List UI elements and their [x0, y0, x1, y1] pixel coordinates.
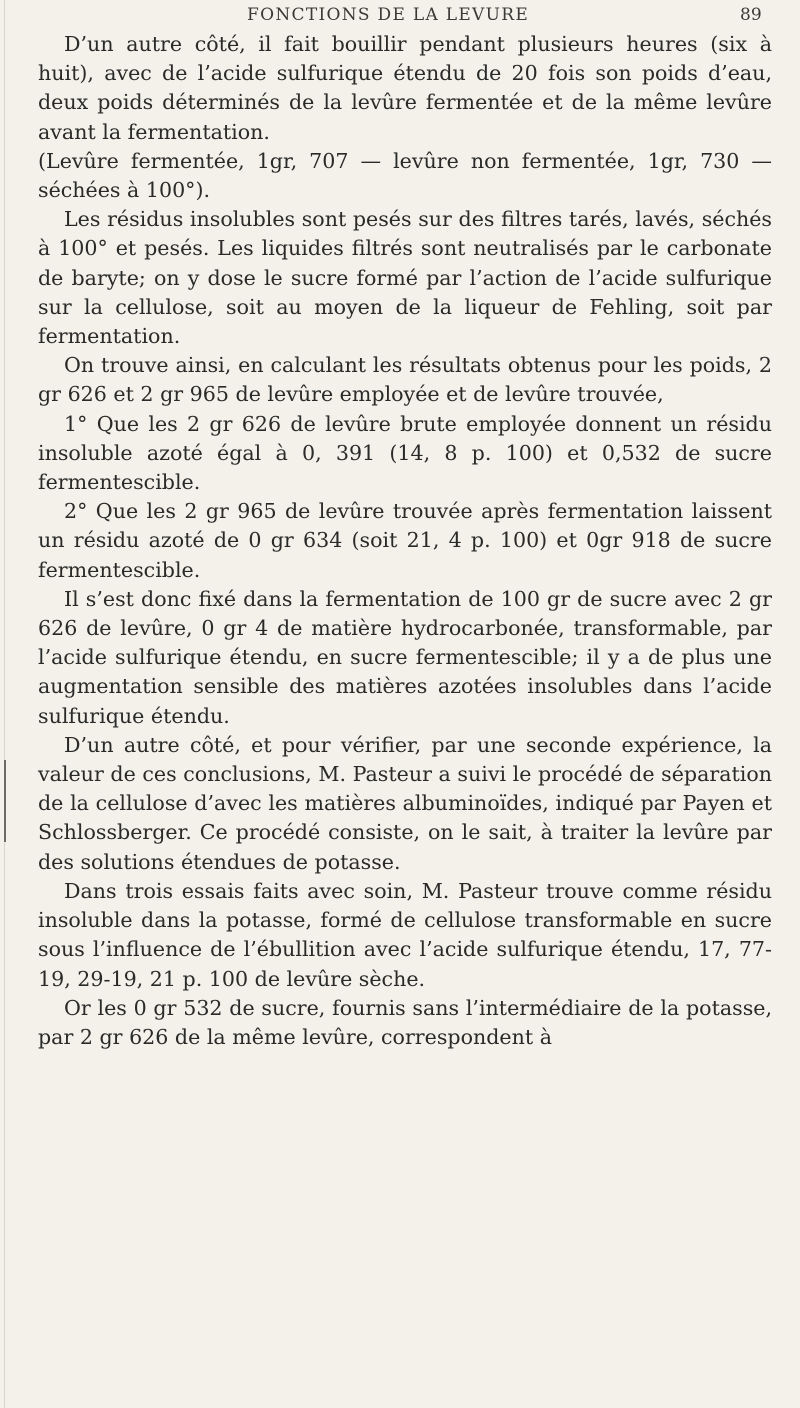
- paragraph: Or les 0 gr 532 de sucre, fournis sans l’intermédiaire de la potasse, par 2 gr 626 de la même levûre, correspondent à: [38, 995, 772, 1049]
- paragraph: 1° Que les 2 gr 626 de levûre brute employée donnent un résidu insoluble azoté égal à 0, 391 (14, 8 p. 100) et 0,532 de sucre fermentescible.: [38, 411, 772, 495]
- paragraph: Dans trois essais faits avec soin, M. Pasteur trouve comme résidu insoluble dans la potasse, formé de cellulose transformable en sucre sous l’influence de l’ébullition avec l’acide sulfurique étendu, 17, 77-19, 29-19, 21 p. 100 de levûre sèche.: [38, 878, 772, 991]
- page-edge: [4, 0, 5, 1408]
- paragraph: 2° Que les 2 gr 965 de levûre trouvée après fermentation laissent un résidu azoté de 0 gr 634 (soit 21, 4 p. 100) et 0gr 918 de sucre fermentescible.: [38, 499, 772, 582]
- paragraph: Il s’est donc fixé dans la fermentation de 100 gr de sucre avec 2 gr 626 de levûre, 0 gr 4 de matière hydrocarbonée, transformable, par l’acide sulfurique étendu, en sucre fermentescible; il y a de plus une augmentation sensible des matières azotées insolubles dans l’acide sulfurique étendu.: [38, 586, 772, 728]
- paragraph: Les résidus insolubles sont pesés sur des filtres tarés, lavés, séchés à 100° et pesés. Les liquides filtrés sont neutralisés par le carbonate de baryte; on y dose le sucre formé par l’action de l’acide sulfurique sur la cellulose, soit au moyen de la liqueur de Fehling, soit par fermentation.: [38, 207, 772, 349]
- running-title: FONCTIONS DE LA LEVURE: [247, 5, 530, 25]
- paragraph: D’un autre côté, il fait bouillir pendant plusieurs heures (six à huit), avec de l’acide sulfurique étendu de 20 fois son poids d’eau, deux poids déterminés de la levûre fermentée et de la même levûre avant la fermentation.: [38, 32, 772, 144]
- margin-mark: [4, 760, 6, 842]
- paragraph: On trouve ainsi, en calculant les résultats obtenus pour les poids, 2 gr 626 et 2 gr 965 de levûre employée et de levûre trouvée,: [38, 353, 772, 407]
- paragraph: (Levûre fermentée, 1gr, 707 — levûre non fermentée, 1gr, 730 — séchées à 100°).: [38, 148, 772, 203]
- page-number: 89: [740, 5, 762, 25]
- paragraph: D’un autre côté, et pour vérifier, par une seconde expérience, la valeur de ces conclusions, M. Pasteur a suivi le procédé de séparation de la cellulose d’avec les matières albuminoïdes, indiqué par Payen et Schlossberger. Ce procédé consiste, on le sait, à traiter la levûre par des solutions étendues de potasse.: [38, 732, 772, 874]
- body-text: [38, 30, 772, 1052]
